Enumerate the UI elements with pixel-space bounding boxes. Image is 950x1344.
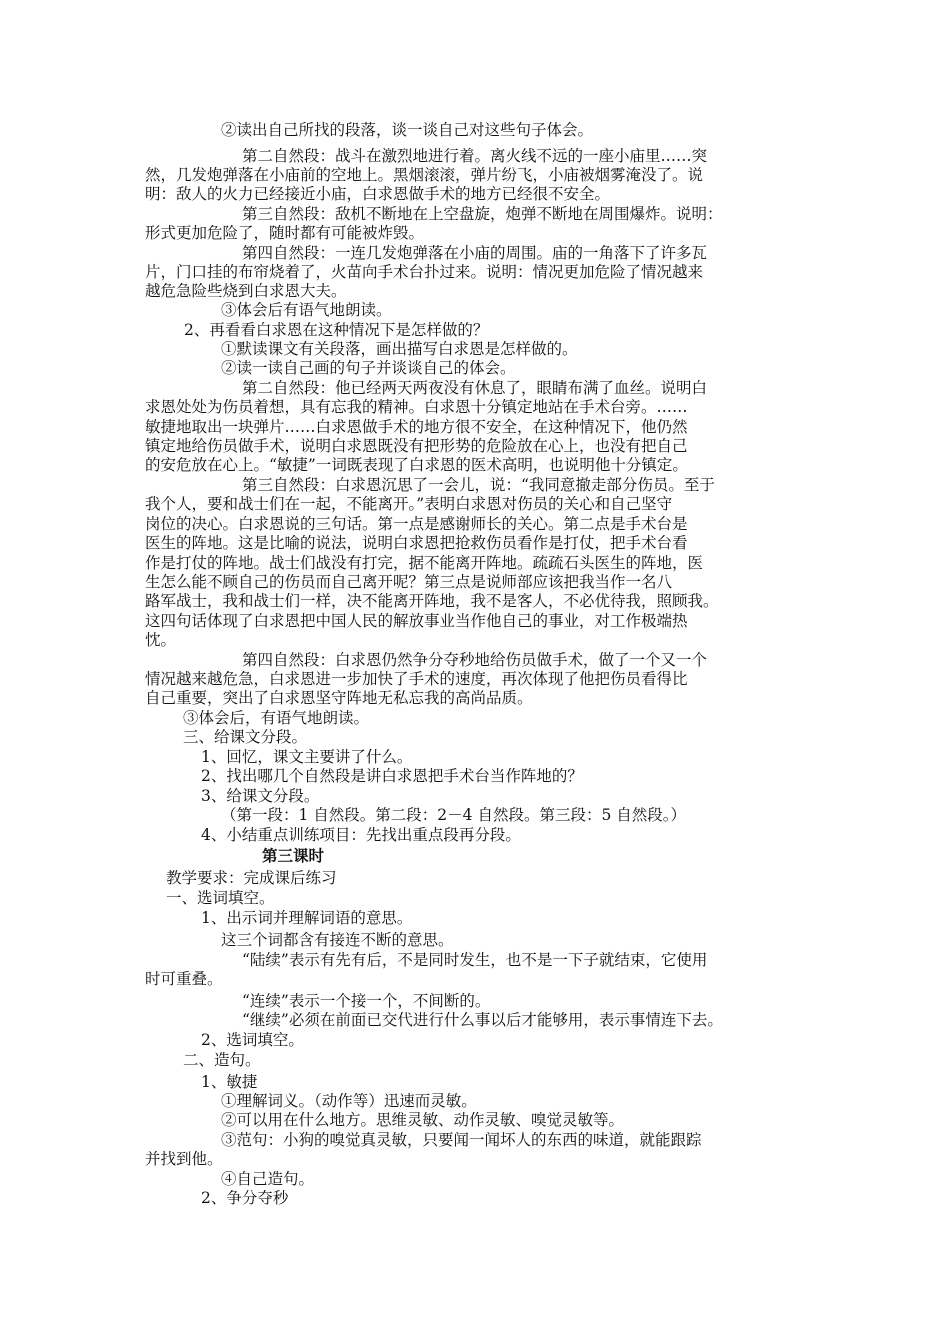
text-line: 明：敌人的火力已经接近小庙，白求恩做手术的地方已经很不安全。: [145, 185, 611, 203]
text-line: 第四自然段：白求恩仍然争分夺秒地给伤员做手术，做了一个又一个: [242, 651, 708, 669]
text-line: 情况越来越危急，白求恩进一步加快了手术的速度，再次体现了他把伤员看得比: [145, 670, 688, 688]
text-line: ③体会后，有语气地朗读。: [183, 709, 370, 727]
text-line: 我个人，要和战士们在一起，不能离开。”表明白求恩对伤员的关心和自己坚守: [145, 495, 673, 513]
text-line: ③范句：小狗的嗅觉真灵敏，只要闻一闻坏人的东西的味道，就能跟踪: [221, 1131, 702, 1149]
text-line: 时可重叠。: [145, 970, 223, 988]
text-line: 这四句话体现了白求恩把中国人民的解放事业当作他自己的事业，对工作极端热: [145, 612, 688, 630]
text-line: 片，门口挂的布帘烧着了，火苗向手术台扑过来。说明：情况更加危险了情况越来: [145, 263, 704, 281]
text-line: 然，几发炮弹落在小庙前的空地上。黑烟滚滚，弹片纷飞，小庙被烟雾淹没了。说: [145, 166, 704, 184]
section-heading: 第三课时: [262, 846, 325, 865]
text-line: 求恩处处为伤员着想，具有忘我的精神。白求恩十分镇定地站在手术台旁。……: [145, 398, 688, 416]
text-line: 越危急险些烧到白求恩大夫。: [145, 282, 347, 300]
text-line: ③体会后有语气地朗读。: [221, 301, 392, 319]
text-line: 1、出示词并理解词语的意思。: [201, 909, 413, 927]
text-line: ②可以用在什么地方。思维灵敏、动作灵敏、嗅觉灵敏等。: [221, 1111, 625, 1129]
text-line: 并找到他。: [145, 1150, 223, 1168]
text-line: 一、选词填空。: [166, 889, 275, 907]
text-line: 形式更加危险了，随时都有可能被炸毁。: [145, 224, 425, 242]
text-line: 这三个词都含有接连不断的意思。: [221, 931, 454, 949]
text-line: 三、给课文分段。: [183, 728, 308, 746]
text-line: 第二自然段：他已经两天两夜没有休息了，眼睛布满了血丝。说明白: [242, 379, 708, 397]
text-line: ①默读课文有关段落，画出描写白求恩是怎样做的。: [221, 340, 578, 358]
text-line: 镇定地给伤员做手术，说明白求恩既没有把形势的危险放在心上，也没有把自己: [145, 437, 688, 455]
text-line: 1、敏捷: [201, 1073, 258, 1091]
text-line: 2、再看看白求恩在这种情况下是怎样做的？: [184, 321, 489, 339]
text-line: “继续”必须在前面已交代进行什么事以后才能够用，表示事情连下去。: [242, 1011, 723, 1029]
text-line: 岗位的决心。白求恩说的三句话。第一点是感谢师长的关心。第二点是手术台是: [145, 515, 688, 533]
text-line: 2、选词填空。: [201, 1031, 304, 1049]
text-line: 3、给课文分段。: [201, 787, 320, 805]
text-line: 敏捷地取出一块弹片……白求恩做手术的地方很不安全，在这种情况下，他仍然: [145, 418, 688, 436]
text-line: 自己重要，突出了白求恩坚守阵地无私忘我的高尚品质。: [145, 689, 533, 707]
text-line: 2、找出哪几个自然段是讲白求恩把手术台当作阵地的？: [201, 767, 583, 785]
text-line: 第二自然段：战斗在激烈地进行着。离火线不远的一座小庙里……突: [242, 147, 708, 165]
text-line: 1、回忆，课文主要讲了什么。: [201, 748, 413, 766]
text-line: “陆续”表示有先有后，不是同时发生，也不是一下子就结束，它使用: [242, 951, 708, 969]
text-line: 第三自然段：白求恩沉思了一会儿，说：“我同意撤走部分伤员。至于: [242, 476, 715, 494]
text-line: ④自己造句。: [221, 1170, 315, 1188]
text-line: 二、造句。: [183, 1051, 261, 1069]
text-line: 第三自然段：敌机不断地在上空盘旋，炮弹不断地在周围爆炸。说明：: [242, 205, 723, 223]
text-line: 教学要求：完成课后练习: [166, 869, 337, 887]
text-line: 4、小结重点训练项目：先找出重点段再分段。: [201, 826, 521, 844]
text-line: 作是打仗的阵地。战士们战没有打完，据不能离开阵地。疏疏石头医生的阵地，医: [145, 554, 704, 572]
text-line: ①理解词义。（动作等）迅速而灵敏。: [221, 1092, 477, 1110]
text-line: “连续”表示一个接一个，不间断的。: [242, 992, 491, 1010]
text-line: 忱。: [145, 631, 177, 649]
text-line: 路军战士，我和战士们一样，决不能离开阵地，我不是客人，不必优待我，照顾我。: [145, 592, 719, 610]
text-line: ②读一读自己画的句子并谈谈自己的体会。: [221, 359, 516, 377]
text-line: 第四自然段：一连几发炮弹落在小庙的周围。庙的一角落下了许多瓦: [242, 244, 708, 262]
text-line: 的安危放在心上。“敏捷”一词既表现了白求恩的医术高明，也说明他十分镇定。: [145, 456, 688, 474]
text-line: 2、争分夺秒: [201, 1189, 289, 1207]
text-line: 生怎么能不顾自己的伤员而自己离开呢？第三点是说师部应该把我当作一名八: [145, 573, 673, 591]
text-line: （第一段：1 自然段。第二段：2－4 自然段。第三段：5 自然段。）: [221, 806, 686, 824]
text-line: 医生的阵地。这是比喻的说法，说明白求恩把抢救伤员看作是打仗，把手术台看: [145, 534, 688, 552]
text-line: ②读出自己所找的段落，谈一谈自己对这些句子体会。: [221, 121, 594, 139]
